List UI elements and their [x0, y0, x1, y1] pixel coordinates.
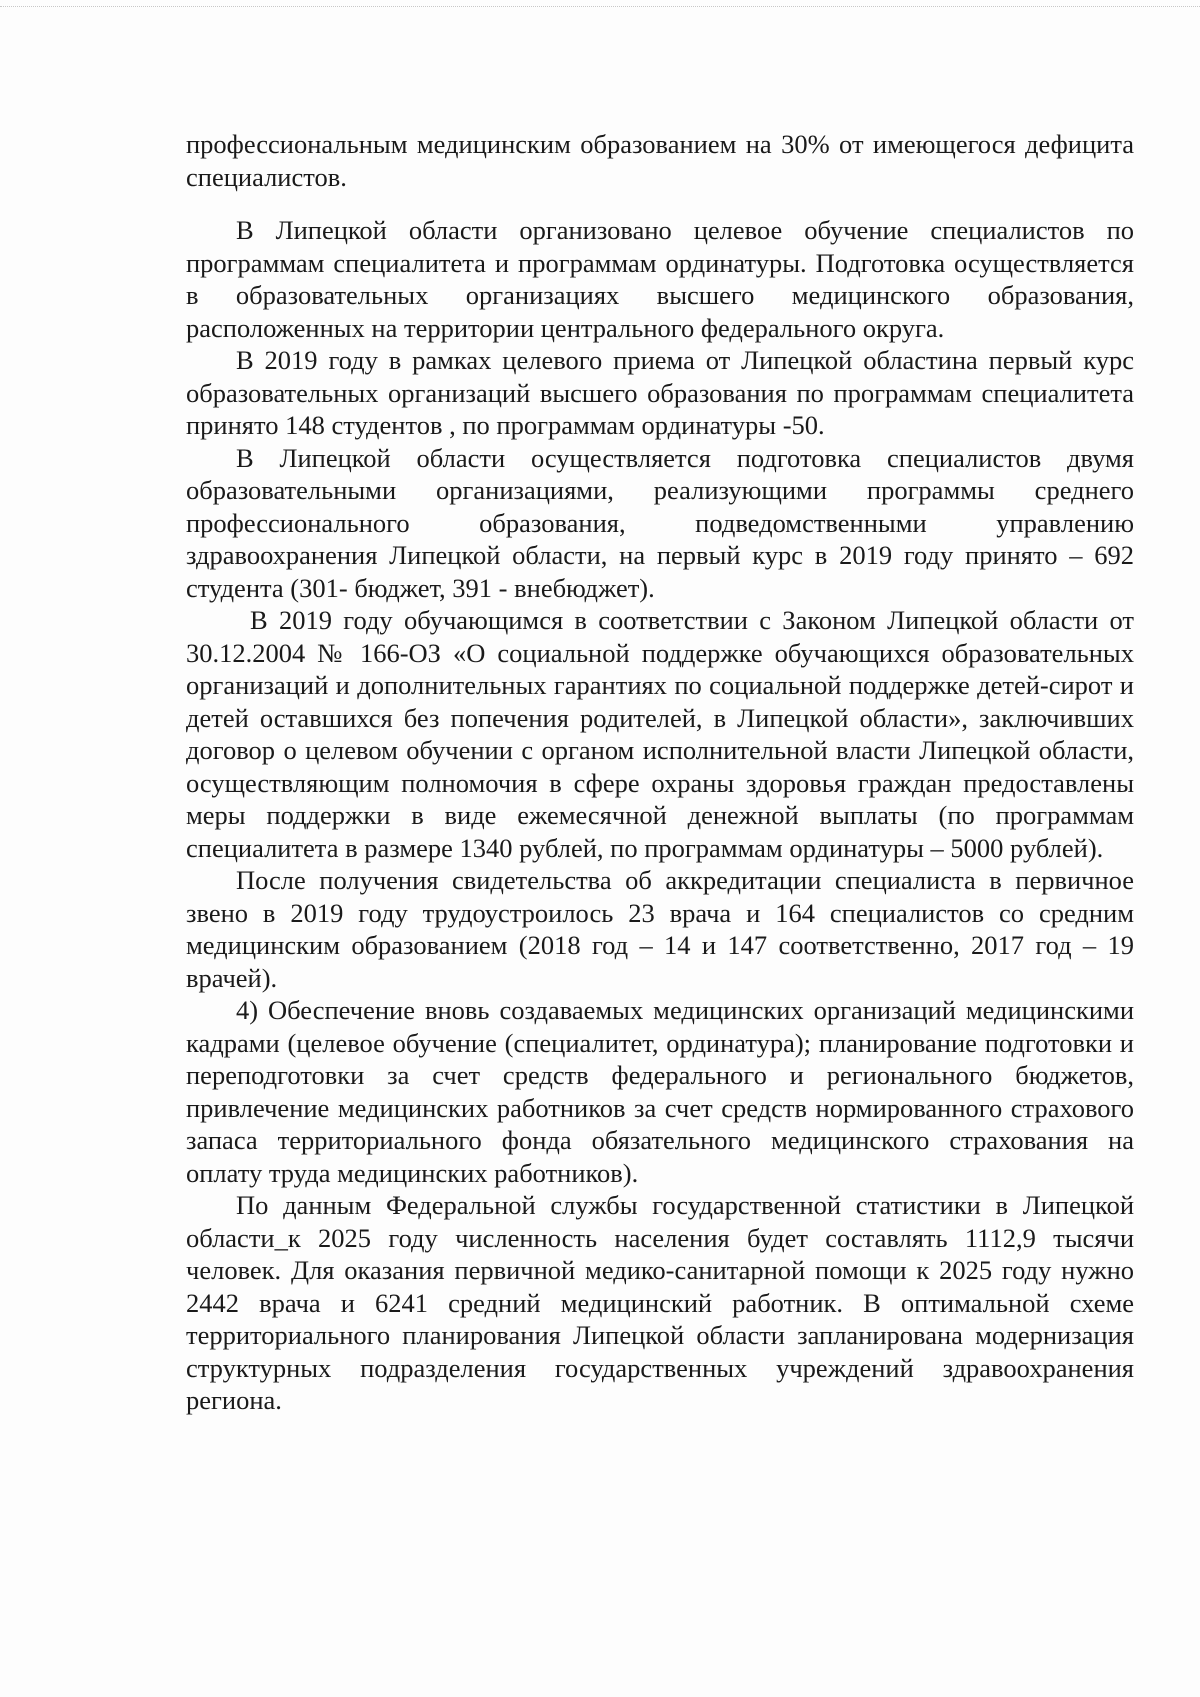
- paragraph-social-support: В 2019 году обучающимся в соответствии с Законом Липецкой области от 30.12.2004 № 166-ОЗ «О социальной поддержке обучающихся образовательных организаций и дополнительных гарантиях по социальной поддержке детей-сирот и детей оставшихся без попечения родителей, в Липецкой области», заключивших договор о целевом обучении с органом исполнительной власти Липецкой области, осуществляющим полномочия в сфере охраны здоровья граждан предоставлены меры поддержки в виде ежемесячной денежной выплаты (по программам специалитета в размере 1340 рублей, по программам ординатуры – 5000 рублей).: [186, 605, 1134, 863]
- paragraph-employment: После получения свидетельства об аккредитации специалиста в первичное звено в 2019 году трудоустроилось 23 врача и 164 специалистов со средним медицинским образованием (2018 год – 14 и 147 соответственно, 2017 год – 19 врачей).: [186, 865, 1134, 993]
- scan-edge-line: [0, 6, 1200, 7]
- paragraph-population-forecast: По данным Федеральной службы государственной статистики в Липецкой области_к 2025 году численность населения будет составлять 1112,9 тысячи человек. Для оказания первичной медико-санитарной помощи к 2025 году нужно 2442 врача и 6241 средний медицинский работник. В оптимальной схеме территориального планирования Липецкой области запланирована модернизация структурных подразделения государственных учреждений здравоохранения региона.: [186, 1190, 1134, 1415]
- paragraph-admission-2019: В 2019 году в рамках целевого приема от Липецкой областина первый курс образовательных организаций высшего образования по программам специалитета принято 148 студентов , по программам ординатуры -50.: [186, 345, 1134, 440]
- document-body: [186, 128, 1134, 1417]
- paragraph-staffing-new-organizations: 4) Обеспечение вновь создаваемых медицинских организаций медицинскими кадрами (целевое обучение (специалитет, ординатура); планирование подготовки и переподготовки за счет средств федерального и регионального бюджетов, привлечение медицинских работников за счет средств нормированного страхового запаса территориального фонда обязательного медицинского страхования на оплату труда медицинских работников).: [186, 995, 1134, 1188]
- paragraph-continuation: профессиональным медицинским образованием на 30% от имеющегося дефицита специалистов.: [186, 129, 1134, 192]
- paragraph-secondary-education: В Липецкой области осуществляется подготовка специалистов двумя образовательными организациями, реализующими программы среднего профессионального образования, подведомственными управлению здравоохранения Липецкой области, на первый курс в 2019 году принято – 692 студента (301- бюджет, 391 - внебюджет).: [186, 442, 1134, 603]
- paragraph-targeted-training: В Липецкой области организовано целевое обучение специалистов по программам специалитета и программам ординатуры. Подготовка осуществляется в образовательных организациях высшего медицинского образования, расположенных на территории центрального федерального округа.: [186, 215, 1134, 343]
